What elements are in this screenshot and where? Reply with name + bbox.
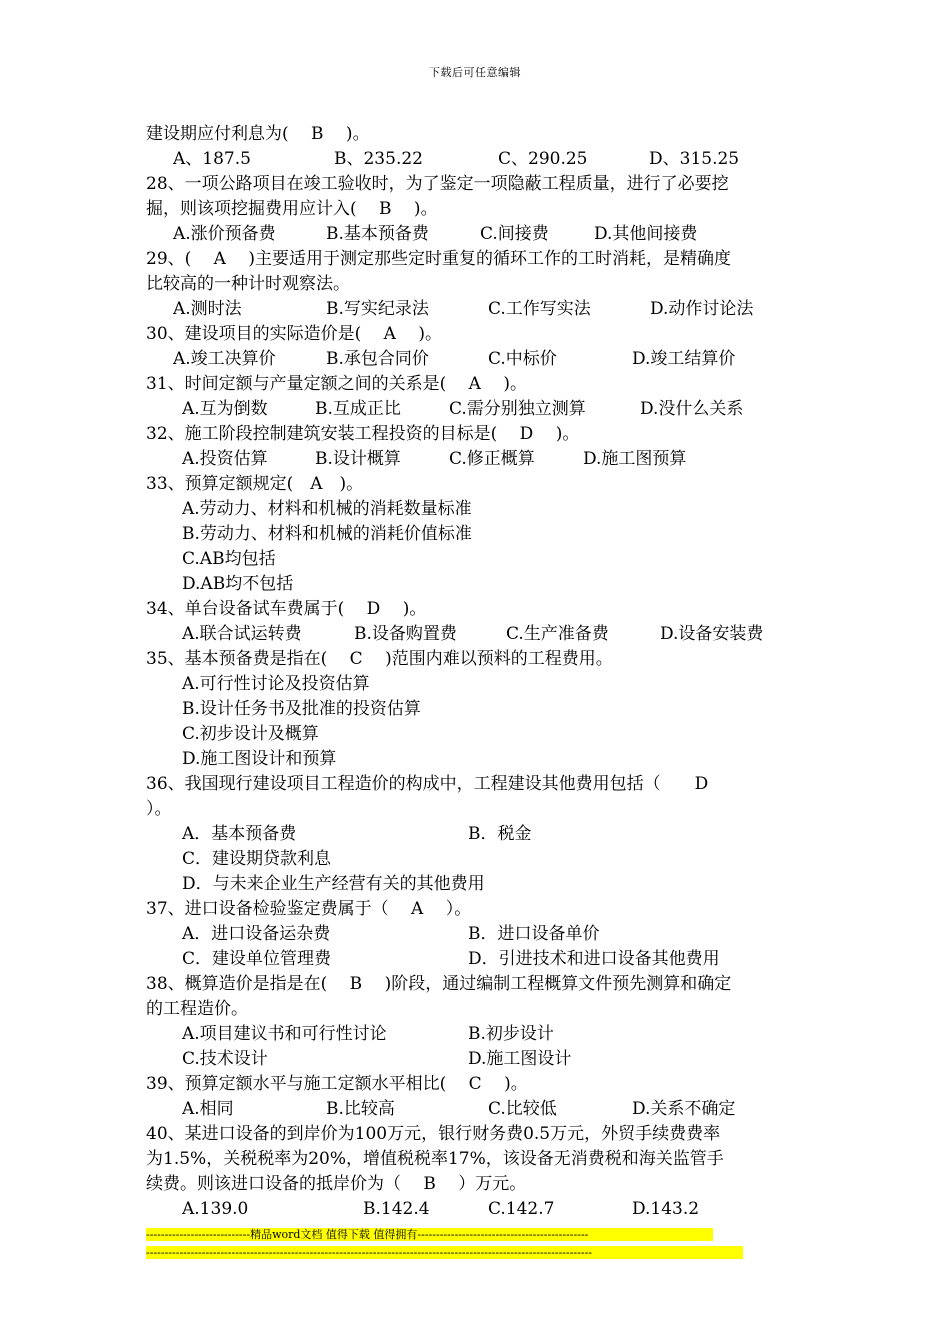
option-a: A.竣工决算价	[173, 349, 276, 369]
option-d: D.施工图设计	[468, 1049, 572, 1069]
option-b: B.初步设计	[468, 1024, 554, 1044]
option-a: A.相同	[182, 1099, 234, 1119]
question-list	[146, 122, 811, 1222]
option-d: D、315.25	[649, 149, 740, 169]
option-b: B.基本预备费	[326, 224, 429, 244]
option-c: C.需分别独立测算	[449, 399, 586, 419]
option-a: A．基本预备费	[182, 824, 297, 844]
option-a: A.可行性讨论及投资估算	[182, 674, 370, 694]
option-d: D.关系不确定	[632, 1099, 736, 1119]
question-31: 31、时间定额与产量定额之间的关系是( A )。	[146, 374, 527, 394]
option-c: C．建设单位管理费	[182, 949, 332, 969]
question-38-cont: 的工程造价。	[146, 999, 248, 1019]
option-a: A.劳动力、材料和机械的消耗数量标准	[182, 499, 472, 519]
option-c: C.技术设计	[182, 1049, 268, 1069]
option-c: C.中标价	[488, 349, 557, 369]
option-b: B.设备购置费	[354, 624, 457, 644]
option-a: A.联合试运转费	[182, 624, 302, 644]
option-c: C.AB均包括	[182, 549, 276, 569]
option-b: B.劳动力、材料和机械的消耗价值标准	[182, 524, 472, 544]
option-d: D.动作讨论法	[650, 299, 754, 319]
options-q38-row2	[146, 1047, 811, 1072]
option-c: C、290.25	[498, 149, 588, 169]
question-35: 35、基本预备费是指在( C )范围内难以预料的工程费用。	[146, 649, 613, 669]
option-b: B.写实纪录法	[326, 299, 429, 319]
options-q38-row1	[146, 1022, 811, 1047]
option-d: D.施工图设计和预算	[182, 749, 337, 769]
question-29-cont: 比较高的一种计时观察法。	[146, 274, 350, 294]
option-c: C．建设期贷款利息	[182, 849, 332, 869]
question-28-cont: 掘，则该项挖掘费用应计入( B )。	[146, 199, 438, 219]
option-c: C.间接费	[480, 224, 549, 244]
option-a: A.测时法	[173, 299, 242, 319]
option-c: C.生产准备费	[506, 624, 609, 644]
option-b: B.设计概算	[315, 449, 401, 469]
question-34: 34、单台设备试车费属于( D )。	[146, 599, 427, 619]
option-b: B．进口设备单价	[468, 924, 600, 944]
option-d: D.施工图预算	[583, 449, 687, 469]
question-40: 40、某进口设备的到岸价为100万元，银行财务费0.5万元，外贸手续费费率	[146, 1124, 721, 1144]
option-a: A、187.5	[173, 149, 251, 169]
option-c: C.初步设计及概算	[182, 724, 319, 744]
option-a: A．进口设备运杂费	[182, 924, 331, 944]
options-q30	[146, 347, 811, 372]
footer-banner: ----------------------------精品word文档 值得下载 值得拥有----------------------------------------------	[146, 1228, 713, 1241]
option-d: D．与未来企业生产经营有关的其他费用	[182, 874, 485, 894]
option-b: B.承包合同价	[326, 349, 429, 369]
options-q40	[146, 1197, 811, 1222]
option-a: A.139.0	[182, 1199, 249, 1219]
option-b: B.互成正比	[315, 399, 401, 419]
text-line: 建设期应付利息为( B )。	[146, 124, 370, 144]
page-header: 下载后可任意编辑	[429, 66, 521, 79]
option-d: D.竣工结算价	[632, 349, 736, 369]
question-39: 39、预算定额水平与施工定额水平相比( C )。	[146, 1074, 528, 1094]
footer-divider: ------------------------------------------------------------------------------------------------------------------------	[146, 1246, 743, 1259]
question-36: 36、我国现行建设项目工程造价的构成中，工程建设其他费用包括（ D	[146, 774, 709, 794]
option-b: B.比较高	[326, 1099, 395, 1119]
option-a: A.互为倒数	[182, 399, 268, 419]
option-c: C.142.7	[488, 1199, 555, 1219]
question-40-cont2: 续费。则该进口设备的抵岸价为（ B ）万元。	[146, 1174, 527, 1194]
options-q36-row1	[146, 822, 811, 847]
option-d: D.AB均不包括	[182, 574, 294, 594]
options-q31	[146, 397, 811, 422]
question-38: 38、概算造价是指是在( B )阶段，通过编制工程概算文件预先测算和确定	[146, 974, 732, 994]
option-a: A.项目建议书和可行性讨论	[182, 1024, 387, 1044]
question-32: 32、施工阶段控制建筑安装工程投资的目标是( D )。	[146, 424, 580, 444]
option-b: B.142.4	[363, 1199, 430, 1219]
option-d: D.设备安装费	[660, 624, 764, 644]
options-q34	[146, 622, 811, 647]
options-q28	[146, 222, 811, 247]
option-b: B.设计任务书及批准的投资估算	[182, 699, 421, 719]
options-q32	[146, 447, 811, 472]
options-q37-row2	[146, 947, 811, 972]
options-q37-row1	[146, 922, 811, 947]
option-a: A.涨价预备费	[173, 224, 276, 244]
option-c: C.比较低	[488, 1099, 557, 1119]
option-c: C.修正概算	[449, 449, 535, 469]
options-q27	[146, 147, 811, 172]
question-40-cont: 为1.5%，关税税率为20%，增值税税率17%，该设备无消费税和海关监管手	[146, 1149, 724, 1169]
option-d: D.其他间接费	[594, 224, 698, 244]
question-33: 33、预算定额规定( A )。	[146, 474, 364, 494]
option-a: A.投资估算	[182, 449, 268, 469]
option-c: C.工作写实法	[488, 299, 591, 319]
question-30: 30、建设项目的实际造价是( A )。	[146, 324, 442, 344]
option-d: D.没什么关系	[640, 399, 744, 419]
question-37: 37、进口设备检验鉴定费属于（ A ）。	[146, 899, 472, 919]
option-b: B．税金	[468, 824, 532, 844]
option-d: D.143.2	[632, 1199, 700, 1219]
question-28: 28、一项公路项目在竣工验收时，为了鉴定一项隐蔽工程质量，进行了必要挖	[146, 174, 729, 194]
option-b: B、235.22	[334, 149, 423, 169]
options-q39	[146, 1097, 811, 1122]
question-36-cont: ）。	[146, 799, 172, 819]
option-d: D．引进技术和进口设备其他费用	[468, 949, 720, 969]
options-q29	[146, 297, 811, 322]
question-29: 29、( A )主要适用于测定那些定时重复的循环工作的工时消耗，是精确度	[146, 249, 731, 269]
